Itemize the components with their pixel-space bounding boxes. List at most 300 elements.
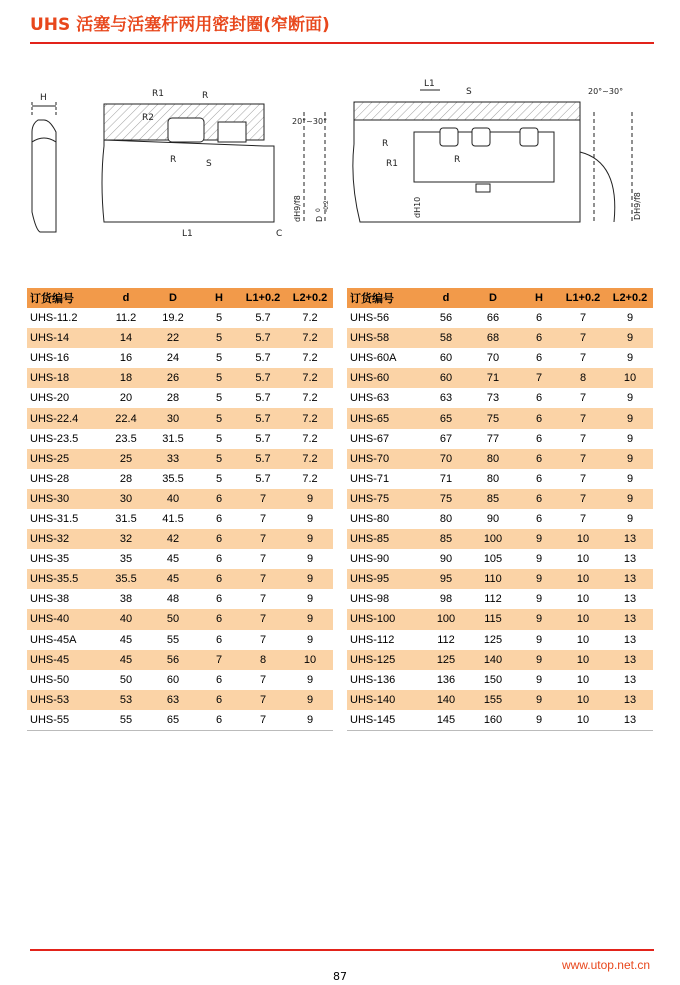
table-cell: 9	[306, 553, 314, 566]
table-cell: 13	[607, 690, 653, 710]
table-cell: 30	[105, 489, 147, 509]
label-C: C	[276, 229, 283, 239]
table-cell: 35	[119, 553, 133, 566]
table-cell: UHS-14	[27, 328, 105, 348]
table-cell: 5.7	[255, 392, 271, 405]
table-cell: UHS-60	[347, 368, 425, 388]
table-cell: 13	[607, 650, 653, 670]
table-cell: 60	[425, 368, 467, 388]
table-cell: 9	[287, 489, 333, 509]
label-D-tolerance-lower: -0.2	[323, 200, 330, 212]
table-cell: 9	[519, 569, 559, 589]
table-cell: 24	[166, 352, 180, 365]
table-cell: 7	[199, 650, 239, 670]
table-cell: 6	[199, 489, 239, 509]
bottom-divider	[30, 949, 654, 951]
table-cell: UHS-80	[350, 512, 390, 525]
table-row	[347, 469, 653, 489]
table-row	[347, 489, 653, 509]
table-cell: 7	[259, 553, 267, 566]
table-cell: 9	[519, 609, 559, 629]
table-cell: 20	[119, 392, 133, 405]
table-cell: 7	[579, 312, 587, 325]
table-row	[27, 690, 333, 710]
table-cell: 66	[486, 312, 500, 325]
table-cell: 60	[439, 352, 453, 365]
table-row	[347, 549, 653, 569]
table-cell: 9	[535, 593, 543, 606]
table-cell: 38	[119, 593, 133, 606]
table-cell: 5	[215, 312, 223, 325]
column-header: L1+0.2	[239, 288, 287, 308]
table-cell: 6	[215, 512, 223, 525]
table-cell: 125	[483, 633, 503, 646]
table-cell: 41.5	[162, 512, 184, 525]
table-cell: 23.5	[115, 432, 137, 445]
table-cell: 5	[199, 368, 239, 388]
table-cell: 75	[467, 408, 519, 428]
table-cell: 13	[607, 569, 653, 589]
table-cell: 5.7	[239, 368, 287, 388]
table-cell: 6	[535, 472, 543, 485]
table-cell: 140	[467, 650, 519, 670]
table-cell: 100	[425, 609, 467, 629]
table-cell: 22.4	[105, 408, 147, 428]
table-cell: 9	[519, 650, 559, 670]
table-cell: 112	[484, 593, 502, 606]
table-cell: 90	[439, 553, 453, 566]
table-cell: UHS-35	[30, 553, 70, 566]
table-cell: 56	[439, 312, 453, 325]
table-cell: 7.2	[302, 312, 318, 325]
label-dH9-left: dH9/f8	[293, 195, 302, 222]
table-cell: 6	[519, 489, 559, 509]
table-cell: UHS-95	[347, 569, 425, 589]
table-cell: 6	[215, 593, 223, 606]
table-cell: UHS-45	[27, 650, 105, 670]
table-cell: 75	[425, 489, 467, 509]
table-cell: 60	[166, 673, 180, 686]
table-row	[347, 509, 653, 529]
table-cell: 6	[535, 352, 543, 365]
table-cell: UHS-90	[350, 553, 390, 566]
table-cell: 6	[535, 392, 543, 405]
table-cell: UHS-65	[347, 408, 425, 428]
table-cell: 73	[486, 392, 500, 405]
table-cell: 136	[436, 673, 456, 686]
column-header: H	[199, 288, 239, 308]
table-row	[27, 308, 333, 328]
table-cell: 125	[425, 650, 467, 670]
table-row	[27, 429, 333, 449]
column-header: L1+0.2	[559, 288, 607, 308]
table-cell: 145	[425, 710, 467, 731]
table-cell: 9	[306, 673, 314, 686]
table-row	[27, 609, 333, 629]
table-cell: 5.7	[255, 472, 271, 485]
label-R1-right: R1	[386, 159, 398, 169]
table-cell: 31.5	[115, 512, 137, 525]
table-cell: 10	[576, 553, 590, 566]
table-cell: 6	[215, 673, 223, 686]
table-cell: 13	[623, 633, 637, 646]
table-row	[27, 710, 333, 731]
table-cell: 7	[239, 710, 287, 731]
table-cell: 18	[105, 368, 147, 388]
table-cell: 45	[119, 633, 133, 646]
table-cell: 10	[559, 569, 607, 589]
table-cell: 65	[147, 710, 199, 731]
table-row	[27, 408, 333, 428]
table-cell: 32	[105, 529, 147, 549]
table-cell: 13	[607, 710, 653, 731]
table-cell: 9	[306, 633, 314, 646]
table-cell: 16	[119, 352, 133, 365]
table-cell: 7	[239, 489, 287, 509]
table-cell: 7	[259, 633, 267, 646]
table-cell: 5	[215, 432, 223, 445]
table-cell: 10	[559, 650, 607, 670]
table-row	[347, 569, 653, 589]
table-cell: 110	[467, 569, 519, 589]
table-row	[347, 388, 653, 408]
column-header: L2+0.2	[607, 288, 653, 308]
table-cell: 9	[519, 710, 559, 731]
table-cell: 10	[607, 368, 653, 388]
table-cell: 45	[166, 553, 180, 566]
table-cell: 9	[287, 529, 333, 549]
table-row	[27, 368, 333, 388]
table-cell: 10	[576, 673, 590, 686]
table-cell: 115	[467, 609, 519, 629]
table-row	[27, 388, 333, 408]
label-R2: R2	[142, 113, 154, 123]
table-cell: 13	[607, 529, 653, 549]
table-cell: 7	[579, 392, 587, 405]
table-cell: 7	[239, 690, 287, 710]
table-cell: 35.5	[105, 569, 147, 589]
table-cell: 6	[199, 690, 239, 710]
table-row	[347, 429, 653, 449]
table-cell: 80	[467, 449, 519, 469]
table-cell: 105	[483, 553, 503, 566]
table-cell: 10	[576, 593, 590, 606]
table-cell: 71	[467, 368, 519, 388]
table-cell: 70	[425, 449, 467, 469]
label-H: H	[40, 93, 47, 103]
table-row	[347, 609, 653, 629]
table-cell: UHS-136	[350, 673, 396, 686]
table-cell: 9	[287, 690, 333, 710]
label-R1: R1	[152, 89, 164, 99]
table-cell: UHS-125	[347, 650, 425, 670]
table-cell: 45	[147, 569, 199, 589]
table-cell: 7	[559, 449, 607, 469]
table-row	[27, 630, 333, 650]
table-cell: 7	[259, 673, 267, 686]
table-cell: 67	[439, 432, 453, 445]
table-cell: 25	[105, 449, 147, 469]
table-row	[347, 630, 653, 650]
table-row	[347, 670, 653, 690]
table-row	[347, 529, 653, 549]
table-cell: 5.7	[255, 312, 271, 325]
table-cell: 6	[199, 569, 239, 589]
table-cell: 55	[166, 633, 180, 646]
table-cell: 9	[519, 529, 559, 549]
table-cell: 9	[306, 593, 314, 606]
table-cell: 80	[486, 472, 500, 485]
table-cell: 5.7	[255, 432, 271, 445]
table-cell: 7	[579, 472, 587, 485]
table-cell: 5	[215, 392, 223, 405]
table-cell: 7	[559, 489, 607, 509]
table-cell: 19.2	[162, 312, 184, 325]
table-cell: 6	[199, 609, 239, 629]
table-cell: UHS-32	[27, 529, 105, 549]
table-cell: 53	[105, 690, 147, 710]
table-cell: UHS-71	[350, 472, 390, 485]
table-cell: UHS-85	[347, 529, 425, 549]
table-cell: 65	[425, 408, 467, 428]
table-cell: 5	[199, 408, 239, 428]
table-cell: 5	[215, 352, 223, 365]
label-DH9-right: DH9/f8	[633, 192, 642, 220]
table-cell: UHS-25	[27, 449, 105, 469]
website-url[interactable]: www.utop.net.cn	[561, 958, 650, 972]
table-cell: 9	[607, 328, 653, 348]
table-cell: 9	[607, 408, 653, 428]
table-cell: 5	[199, 328, 239, 348]
table-cell: 100	[467, 529, 519, 549]
label-R-right-1: R	[382, 139, 389, 149]
column-header: D	[467, 288, 519, 308]
table-cell: 8	[239, 650, 287, 670]
table-row	[347, 650, 653, 670]
label-L1-right: L1	[424, 79, 435, 89]
table-cell: 80	[439, 512, 453, 525]
table-cell: 7	[239, 529, 287, 549]
table-cell: 95	[425, 569, 467, 589]
table-cell: 5.7	[239, 408, 287, 428]
label-S-left: S	[206, 159, 212, 169]
table-cell: 85	[467, 489, 519, 509]
table-cell: 5	[215, 472, 223, 485]
column-header: L2+0.2	[287, 288, 333, 308]
table-cell: 7	[559, 408, 607, 428]
table-cell: 5.7	[255, 352, 271, 365]
page-number: 87	[333, 970, 347, 983]
table-row	[347, 690, 653, 710]
table-row	[347, 348, 653, 368]
table-cell: 14	[105, 328, 147, 348]
table-cell: 28	[166, 392, 180, 405]
table-row	[27, 489, 333, 509]
label-R-lower: R	[170, 155, 177, 165]
seal-profile	[32, 102, 56, 232]
table-cell: 10	[559, 529, 607, 549]
table-cell: 10	[287, 650, 333, 670]
table-cell: 7.2	[302, 392, 318, 405]
table-cell: UHS-145	[347, 710, 425, 731]
page-title: UHS 活塞与活塞杆两用密封圈(窄断面)	[30, 15, 330, 35]
table-cell: UHS-11.2	[30, 312, 78, 325]
table-cell: 26	[147, 368, 199, 388]
table-cell: 6	[535, 432, 543, 445]
table-cell: 63	[147, 690, 199, 710]
table-cell: UHS-58	[347, 328, 425, 348]
table-row	[27, 469, 333, 489]
table-cell: UHS-16	[30, 352, 70, 365]
table-cell: 9	[626, 432, 634, 445]
table-cell: 77	[486, 432, 500, 445]
table-cell: UHS-50	[30, 673, 70, 686]
table-cell: 40	[147, 489, 199, 509]
seal-installation-drawing	[20, 72, 660, 252]
table-cell: 7	[239, 569, 287, 589]
table-cell: 9	[287, 710, 333, 731]
table-row	[347, 368, 653, 388]
table-header-row	[27, 288, 333, 308]
table-cell: 9	[607, 449, 653, 469]
table-cell: 10	[559, 690, 607, 710]
table-cell: 85	[425, 529, 467, 549]
table-cell: 7	[579, 512, 587, 525]
table-row	[27, 650, 333, 670]
table-cell: 9	[535, 553, 543, 566]
table-cell: 90	[486, 512, 500, 525]
table-cell: 5.7	[239, 328, 287, 348]
table-body-right	[347, 308, 653, 730]
table-cell: UHS-140	[347, 690, 425, 710]
table-cell: 50	[147, 609, 199, 629]
table-cell: 9	[519, 690, 559, 710]
table-cell: 9	[626, 392, 634, 405]
table-cell: 58	[425, 328, 467, 348]
table-cell: 9	[306, 512, 314, 525]
table-cell: UHS-55	[27, 710, 105, 731]
table-body-left	[27, 308, 333, 730]
table-row	[27, 670, 333, 690]
table-row	[27, 328, 333, 348]
table-row	[27, 569, 333, 589]
table-cell: 5.7	[239, 449, 287, 469]
column-header: 订货编号	[347, 288, 425, 308]
table-cell: 70	[486, 352, 500, 365]
table-cell: 6	[215, 633, 223, 646]
table-cell: 7.2	[287, 408, 333, 428]
top-divider	[30, 42, 654, 44]
column-header: d	[105, 288, 147, 308]
table-cell: UHS-56	[350, 312, 390, 325]
table-cell: UHS-53	[27, 690, 105, 710]
label-angle-left: 20°~30°	[292, 117, 328, 126]
table-cell: 35.5	[162, 472, 184, 485]
table-row	[347, 328, 653, 348]
table-cell: 55	[105, 710, 147, 731]
table-row	[27, 589, 333, 609]
column-header: H	[519, 288, 559, 308]
table-cell: 8	[559, 368, 607, 388]
table-cell: 22	[147, 328, 199, 348]
table-cell: UHS-20	[30, 392, 70, 405]
table-cell: 6	[519, 328, 559, 348]
table-cell: UHS-98	[350, 593, 390, 606]
table-cell: UHS-112	[350, 633, 395, 646]
piston-seal-groove	[353, 90, 632, 222]
table-cell: UHS-38	[30, 593, 70, 606]
table-cell: 155	[467, 690, 519, 710]
table-cell: 7	[559, 328, 607, 348]
table-cell: UHS-70	[347, 449, 425, 469]
table-cell: 6	[215, 553, 223, 566]
table-cell: UHS-35.5	[27, 569, 105, 589]
table-cell: 7.2	[302, 472, 318, 485]
table-row	[347, 408, 653, 428]
table-cell: 6	[535, 312, 543, 325]
table-cell: 7	[579, 352, 587, 365]
column-header: D	[147, 288, 199, 308]
table-cell: 6	[535, 512, 543, 525]
table-cell: 63	[439, 392, 453, 405]
table-cell: 160	[467, 710, 519, 731]
table-cell: 7	[239, 609, 287, 629]
label-angle-right: 20°~30°	[588, 87, 624, 96]
table-cell: 6	[199, 710, 239, 731]
table-cell: UHS-75	[347, 489, 425, 509]
table-cell: 7.2	[302, 432, 318, 445]
table-cell: UHS-40	[27, 609, 105, 629]
table-cell: 7	[259, 593, 267, 606]
table-cell: 28	[119, 472, 133, 485]
table-cell: 7	[259, 512, 267, 525]
table-cell: 13	[623, 553, 637, 566]
table-row	[347, 449, 653, 469]
table-row	[347, 710, 653, 731]
table-row	[27, 348, 333, 368]
table-cell: UHS-30	[27, 489, 105, 509]
table-cell: 7.2	[287, 449, 333, 469]
table-cell: 5	[199, 449, 239, 469]
label-R-right-2: R	[454, 155, 461, 165]
table-cell: 6	[199, 529, 239, 549]
table-cell: 140	[425, 690, 467, 710]
table-cell: 112	[437, 633, 455, 646]
table-cell: 10	[559, 609, 607, 629]
table-cell: UHS-45A	[30, 633, 77, 646]
table-row	[27, 449, 333, 469]
table-cell: 150	[483, 673, 503, 686]
table-cell: UHS-22.4	[27, 408, 105, 428]
table-row	[347, 589, 653, 609]
table-cell: 6	[519, 449, 559, 469]
size-table-left	[27, 288, 333, 731]
table-cell: 42	[147, 529, 199, 549]
table-cell: UHS-100	[347, 609, 425, 629]
table-cell: 13	[607, 609, 653, 629]
table-cell: 6	[519, 408, 559, 428]
table-cell: UHS-18	[27, 368, 105, 388]
label-D-left: D	[315, 215, 324, 222]
table-cell: 9	[626, 352, 634, 365]
table-cell: 9	[626, 312, 634, 325]
table-cell: 30	[147, 408, 199, 428]
table-cell: 33	[147, 449, 199, 469]
label-S-right: S	[466, 87, 472, 97]
label-dH10: dH10	[413, 196, 422, 218]
label-D-tolerance-upper: 0	[315, 208, 322, 212]
table-cell: 9	[626, 472, 634, 485]
